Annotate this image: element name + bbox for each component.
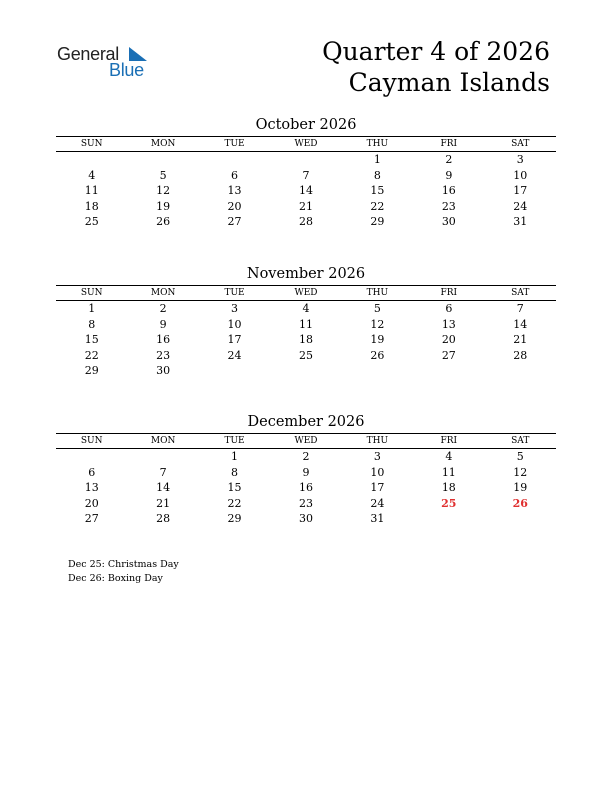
weekday-label: SUN: [80, 288, 103, 298]
day-cell: 26: [156, 215, 171, 229]
day-cell: 25: [441, 496, 457, 510]
day-cell: 23: [441, 199, 456, 213]
day-cell: 16: [156, 333, 171, 347]
day-cell: 5: [516, 450, 524, 463]
day-cell: 7: [302, 168, 310, 182]
day-cell: 18: [441, 481, 456, 495]
week-row: [56, 496, 556, 512]
week-row: [56, 317, 556, 333]
day-cell: [485, 363, 556, 379]
page-title: [322, 36, 550, 98]
week-row: [56, 332, 556, 348]
weekday-label: THU: [366, 139, 389, 149]
generalblue-logo: [57, 44, 157, 84]
day-cell: 27: [441, 348, 456, 362]
weekday-label: THU: [366, 436, 389, 446]
day-cell: [56, 449, 127, 465]
day-cell: [199, 363, 270, 379]
weekday-label: FRI: [440, 288, 458, 298]
day-cell: 4: [88, 168, 96, 182]
day-cell: 27: [227, 215, 242, 229]
day-cell: [270, 363, 341, 379]
day-cell: 31: [370, 512, 385, 526]
day-cell: 19: [156, 199, 171, 213]
week-row: [56, 301, 556, 317]
day-cell: 1: [373, 153, 381, 166]
day-cell: 3: [516, 153, 524, 166]
day-cell: 11: [298, 317, 313, 331]
holiday-note: Dec 26: Boxing Day: [68, 573, 163, 584]
day-cell: 20: [227, 199, 242, 213]
day-cell: 2: [445, 153, 453, 166]
week-row: [56, 199, 556, 215]
day-cell: 19: [370, 333, 385, 347]
day-cell: 27: [84, 512, 99, 526]
day-cell: 15: [227, 481, 242, 495]
day-cell: [342, 363, 413, 379]
week-row: [56, 511, 556, 527]
weekday-label: TUE: [224, 139, 245, 149]
day-cell: 16: [441, 184, 456, 198]
holiday-note: Dec 25: Christmas Day: [68, 559, 179, 570]
day-cell: 23: [156, 348, 171, 362]
day-cell: 15: [370, 184, 385, 198]
day-cell: [199, 152, 270, 168]
day-cell: 13: [441, 317, 456, 331]
week-row: [56, 183, 556, 199]
week-row: [56, 168, 556, 184]
day-cell: 28: [156, 512, 171, 526]
weekday-label: WED: [294, 436, 318, 446]
day-cell: 24: [513, 199, 528, 213]
week-row: [56, 449, 556, 465]
day-cell: 20: [441, 333, 456, 347]
day-cell: [127, 152, 198, 168]
weekday-header: [56, 285, 556, 301]
day-cell: 31: [513, 215, 528, 229]
week-row: [56, 480, 556, 496]
day-cell: 4: [445, 450, 453, 463]
holiday-notes: [68, 558, 179, 586]
weekday-label: FRI: [440, 139, 458, 149]
day-cell: 14: [298, 184, 313, 198]
day-cell: 26: [370, 348, 385, 362]
day-cell: [56, 152, 127, 168]
week-row: [56, 214, 556, 230]
day-cell: 9: [445, 168, 453, 182]
month-title: October 2026: [255, 117, 357, 133]
day-cell: 6: [88, 465, 96, 479]
day-cell: 30: [298, 512, 313, 526]
weekday-label: SUN: [80, 436, 103, 446]
day-cell: 11: [441, 465, 456, 479]
month-calendar: [56, 264, 556, 379]
month-calendar: [56, 412, 556, 527]
day-cell: [413, 363, 484, 379]
day-cell: 19: [513, 481, 528, 495]
day-cell: 1: [231, 450, 239, 463]
day-cell: 16: [298, 481, 313, 495]
day-cell: 22: [84, 348, 99, 362]
day-cell: 24: [370, 496, 385, 510]
weekday-label: MON: [150, 436, 176, 446]
day-cell: 15: [84, 333, 99, 347]
week-row: [56, 348, 556, 364]
week-row: [56, 465, 556, 481]
weekday-label: WED: [294, 139, 318, 149]
day-cell: 2: [302, 450, 310, 463]
day-cell: 10: [513, 168, 528, 182]
day-cell: 8: [373, 168, 381, 182]
weekday-label: TUE: [224, 288, 245, 298]
day-cell: 23: [298, 496, 313, 510]
weekday-header: [56, 136, 556, 152]
weekday-label: FRI: [440, 436, 458, 446]
day-cell: 6: [445, 302, 453, 315]
day-cell: 14: [513, 317, 528, 331]
day-cell: 8: [88, 317, 96, 331]
day-cell: 29: [84, 364, 99, 378]
day-cell: 28: [298, 215, 313, 229]
day-cell: 7: [159, 465, 167, 479]
day-cell: 17: [227, 333, 242, 347]
day-cell: 7: [516, 302, 524, 315]
day-cell: 11: [84, 184, 99, 198]
weekday-label: TUE: [224, 436, 245, 446]
day-cell: 29: [370, 215, 385, 229]
day-cell: [270, 152, 341, 168]
day-cell: 29: [227, 512, 242, 526]
day-cell: 13: [227, 184, 242, 198]
day-cell: 21: [156, 496, 171, 510]
country-title: Cayman Islands: [348, 68, 550, 97]
day-cell: 28: [513, 348, 528, 362]
day-cell: 22: [227, 496, 242, 510]
weekday-label: WED: [294, 288, 318, 298]
day-cell: 18: [298, 333, 313, 347]
logo-triangle-icon: [125, 47, 147, 61]
day-cell: 30: [156, 364, 171, 378]
day-cell: 18: [84, 199, 99, 213]
day-cell: 24: [227, 348, 242, 362]
day-cell: 3: [231, 302, 239, 315]
weekday-label: MON: [150, 139, 176, 149]
month-title: December 2026: [247, 414, 365, 430]
day-cell: 12: [513, 465, 528, 479]
weekday-header: [56, 433, 556, 449]
day-cell: 14: [156, 481, 171, 495]
day-cell: 30: [441, 215, 456, 229]
day-cell: 12: [156, 184, 171, 198]
day-cell: 5: [373, 302, 381, 315]
day-cell: 25: [298, 348, 313, 362]
day-cell: 8: [231, 465, 239, 479]
month-title: November 2026: [246, 266, 366, 282]
day-cell: [127, 449, 198, 465]
week-row: [56, 363, 556, 379]
day-cell: 1: [88, 302, 96, 315]
day-cell: 25: [84, 215, 99, 229]
day-cell: 2: [159, 302, 167, 315]
day-cell: 21: [513, 333, 528, 347]
day-cell: 6: [231, 168, 239, 182]
day-cell: 9: [159, 317, 167, 331]
weekday-label: SAT: [511, 288, 530, 298]
logo-general-text: General: [57, 44, 119, 64]
day-cell: 5: [159, 168, 167, 182]
day-cell: 17: [513, 184, 528, 198]
day-cell: [485, 511, 556, 527]
week-row: [56, 152, 556, 168]
day-cell: 21: [298, 199, 313, 213]
day-cell: 13: [84, 481, 99, 495]
day-cell: 3: [373, 450, 381, 463]
quarter-title: Quarter 4 of 2026: [322, 37, 550, 66]
weekday-label: SUN: [80, 139, 103, 149]
day-cell: 10: [227, 317, 242, 331]
day-cell: 17: [370, 481, 385, 495]
day-cell: [413, 511, 484, 527]
logo-blue-text: Blue: [109, 60, 144, 80]
month-calendar: [56, 115, 556, 230]
day-cell: 4: [302, 302, 310, 315]
day-cell: 12: [370, 317, 385, 331]
day-cell: 20: [84, 496, 99, 510]
weekday-label: MON: [150, 288, 176, 298]
weekday-label: THU: [366, 288, 389, 298]
day-cell: 22: [370, 199, 385, 213]
weekday-label: SAT: [511, 436, 530, 446]
weekday-label: SAT: [511, 139, 530, 149]
day-cell: 9: [302, 465, 310, 479]
day-cell: 10: [370, 465, 385, 479]
day-cell: 26: [512, 496, 528, 510]
